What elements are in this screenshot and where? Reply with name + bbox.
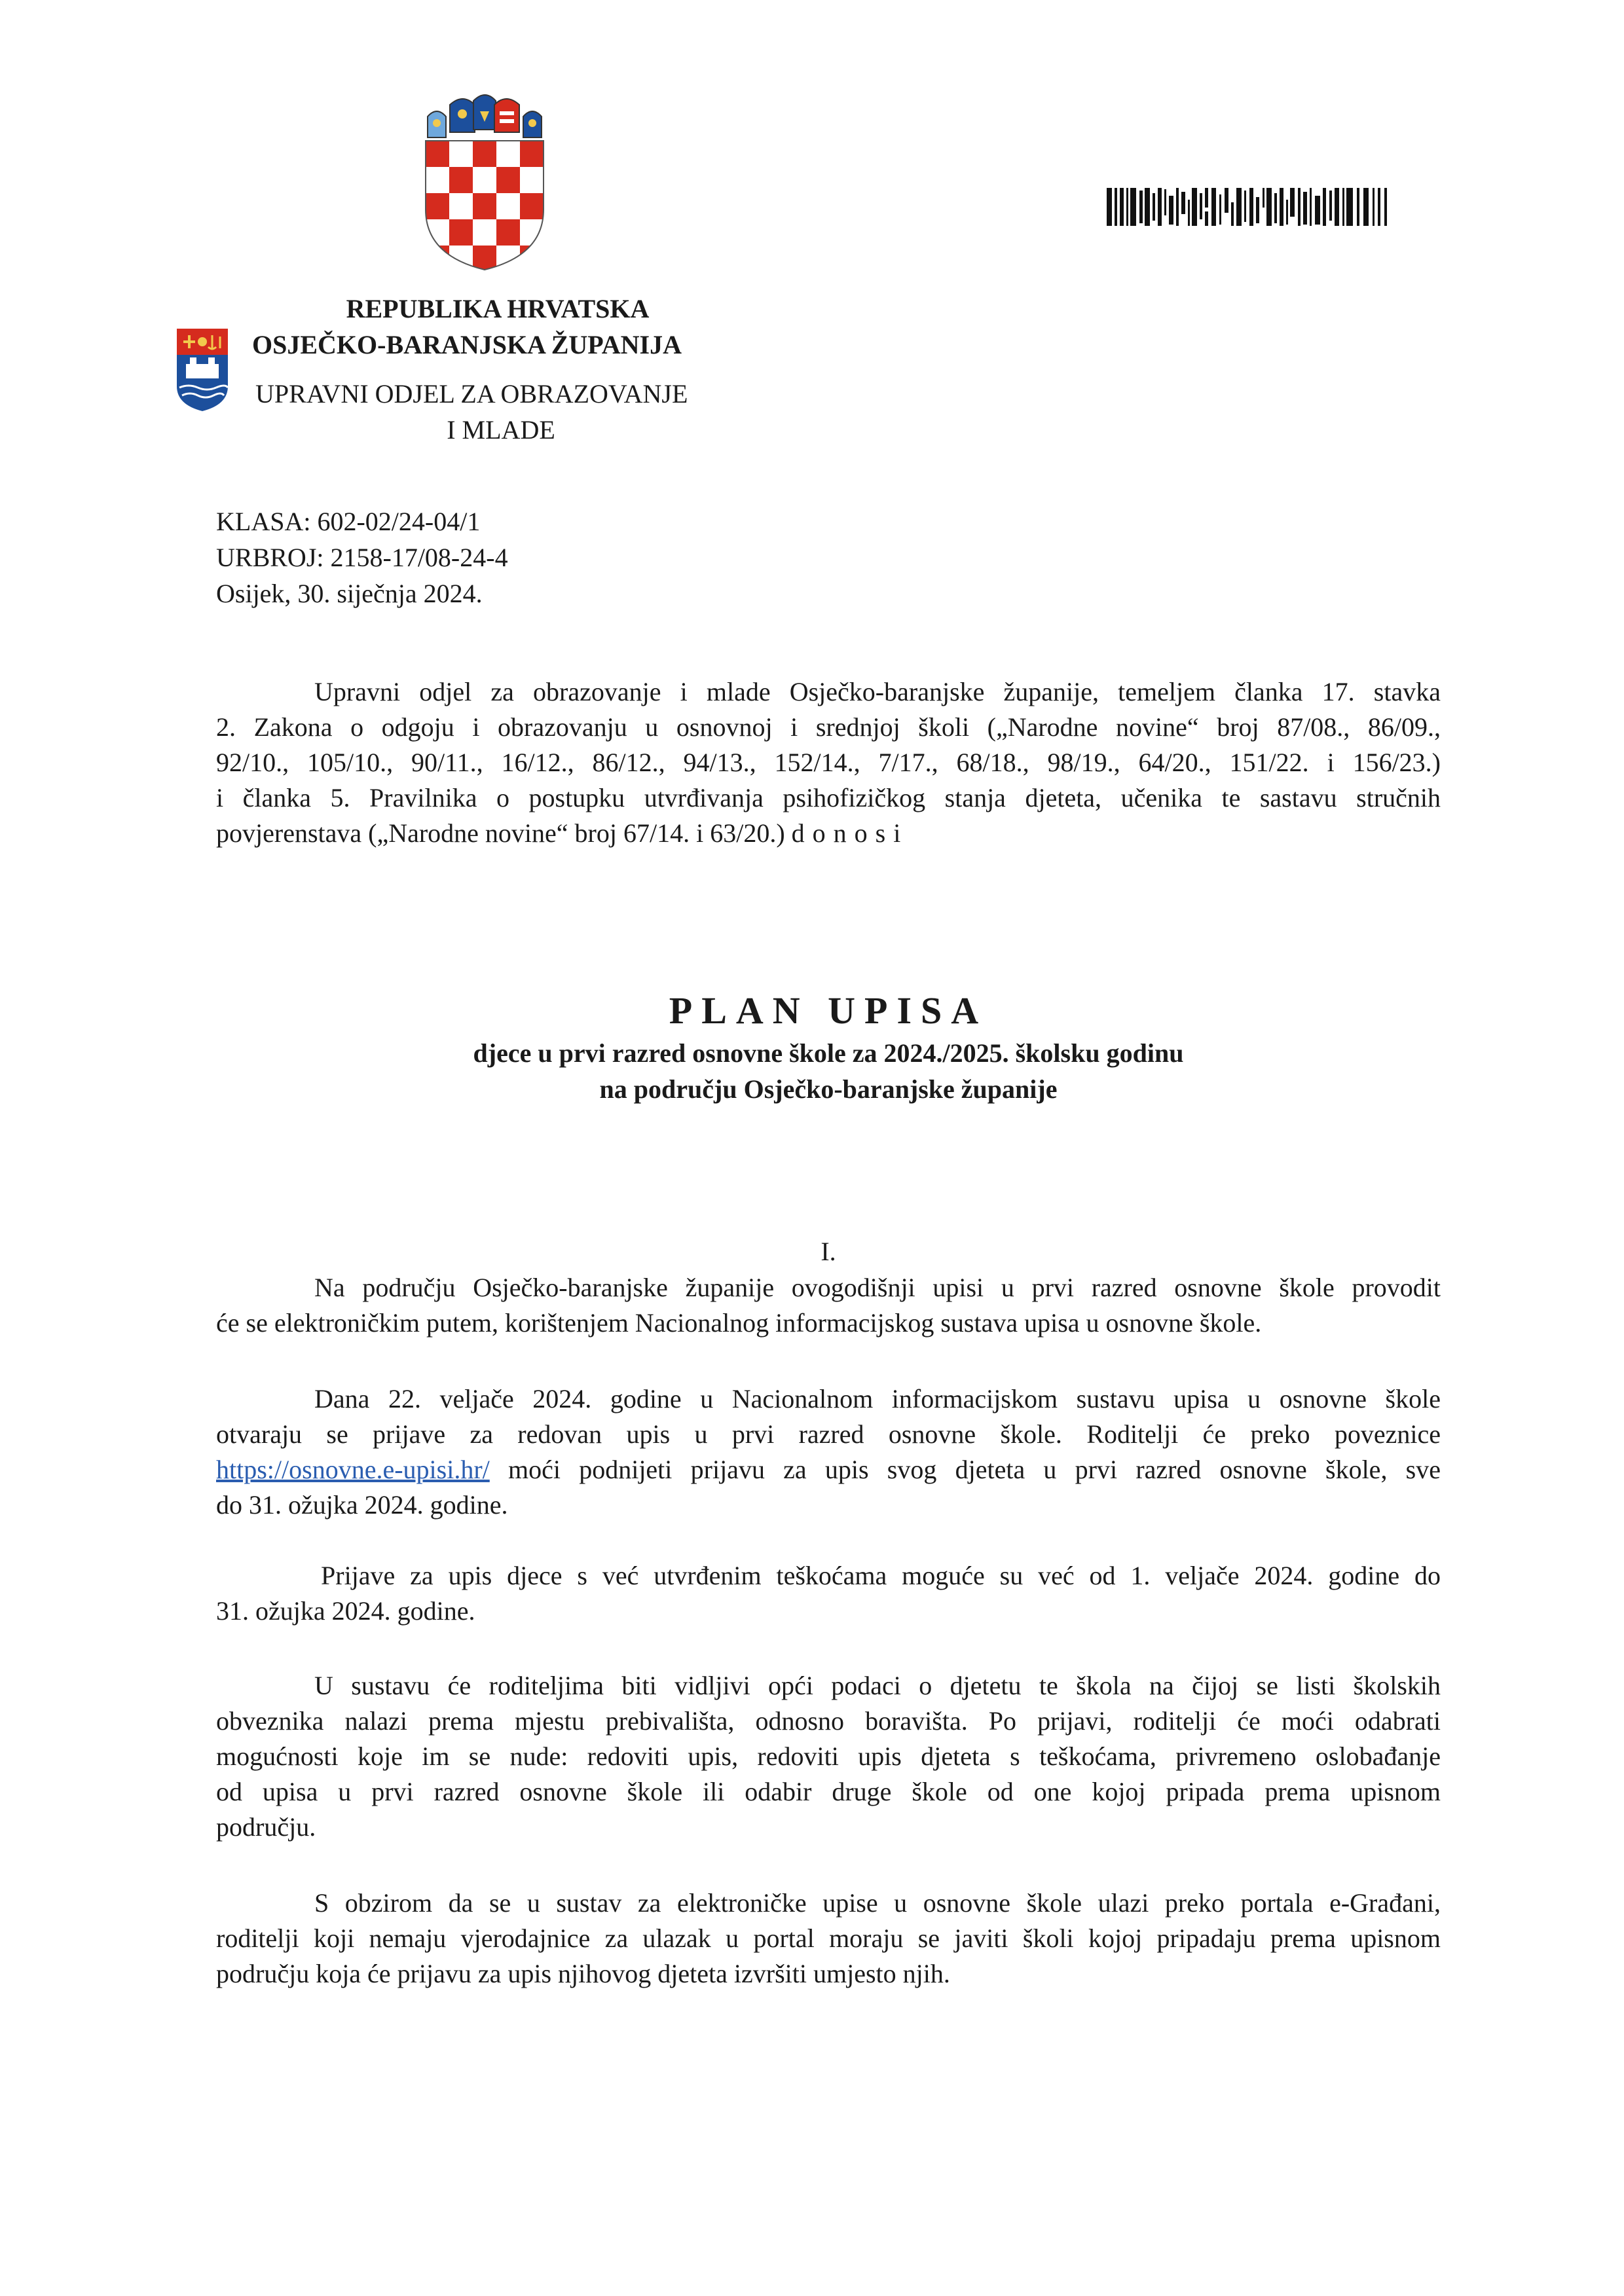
section1-paragraph-5 [216,1886,1441,1992]
county-coat-of-arms [175,327,229,412]
place-and-date: Osijek, 30. siječnja 2024. [216,579,483,608]
coa-checkerboard [426,141,544,272]
urbroj-number: URBROJ: 2158-17/08-24-4 [216,543,508,572]
klasa-number: KLASA: 602-02/24-04/1 [216,507,481,536]
p4-line-3: mogućnosti koje im se nude: redoviti upis, redoviti upis djeteta s teškoćama, privremeno oslobađanje [216,1741,1441,1771]
document-subtitle-line2: na području Osječko-baranjske županije [599,1074,1058,1104]
section1-paragraph-1 [216,1270,1441,1341]
document-subtitle-line1: djece u prvi razred osnovne škole za 2024./2025. školsku godinu [473,1038,1184,1068]
p4-line-5: području. [216,1812,316,1842]
intro-line-5 [216,816,1441,851]
p2-line-3 [216,1452,1441,1487]
p3-line-2: 31. ožujka 2024. godine. [216,1596,475,1626]
intro-paragraph [216,674,1441,851]
p2-line-2: otvaraju se prijave za redovan upis u prvi razred osnovne škole. Roditelji će preko poveznice [216,1419,1441,1449]
croatia-coat-of-arms [422,92,547,272]
p4-line-4: od upisa u prvi razred osnovne škole ili odabir druge škole od one kojoj pripada prema upisnom [216,1777,1441,1806]
header-department-line1: UPRAVNI ODJEL ZA OBRAZOVANJE [255,379,688,409]
header-republic: REPUBLIKA HRVATSKA [346,294,650,323]
p5-line-3: području koja će prijavu za upis njihovog djeteta izvršiti umjesto njih. [216,1959,950,1988]
section1-paragraph-4 [216,1668,1441,1845]
p4-line-1: U sustavu će roditeljima biti vidljivi opći podaci o djetetu te škola na čijoj se listi školskih [314,1671,1441,1700]
header-county: OSJEČKO-BARANJSKA ŽUPANIJA [252,330,682,359]
section-number: I. [821,1237,836,1266]
p5-line-2: roditelji koji nemaju vjerodajnice za ulazak u portal moraju se javiti školi kojoj pripadaju prema upisnom [216,1923,1441,1953]
p2-line-3-rest: moći podnijeti prijavu za upis svog djeteta u prvi razred osnovne škole, sve [489,1455,1441,1484]
p5-line-1: S obzirom da se u sustav za elektroničke upise u osnovne škole ulazi preko portala e-Građani, [314,1888,1441,1918]
intro-line-5-text: povjerenstava („Narodne novine“ broj 67/14. i 63/20.) [216,818,785,848]
intro-line-4: i članka 5. Pravilnika o postupku utvrđivanja psihofizičkog stanja djeteta, učenika te sastavu stručnih [216,783,1441,812]
p1-line-1: Na području Osječko-baranjske županije ovogodišnji upisi u prvi razred osnovne škole provodit [314,1273,1441,1302]
p4-line-2: obveznika nalazi prema mjestu prebivališta, odnosno boravišta. Po prijavi, roditelji će moći odabrati [216,1706,1441,1736]
e-upisi-link[interactable]: https://osnovne.e-upisi.hr/ [216,1455,490,1484]
intro-line-1: Upravni odjel za obrazovanje i mlade Osječko-baranjske županije, temeljem članka 17. stavka [314,677,1441,706]
coa-crown [428,95,542,137]
section1-paragraph-3 [216,1558,1441,1629]
header-department-line2: I MLADE [447,415,555,445]
intro-line-2: 2. Zakona o odgoju i obrazovanju u osnovnoj i srednjoj školi („Narodne novine“ broj 87/08., 86/09., [216,712,1441,742]
section1-paragraph-2 [216,1381,1441,1523]
document-barcode [1107,187,1388,227]
p2-line-4: do 31. ožujka 2024. godine. [216,1490,508,1520]
p1-line-2: će se elektroničkim putem, korištenjem Nacionalnog informacijskog sustava upisa u osnovne škole. [216,1308,1262,1338]
intro-line-3: 92/10., 105/10., 90/11., 16/12., 86/12., 94/13., 152/14., 7/17., 68/18., 98/19., 64/20., 151/22. i 156/23.) [216,748,1441,777]
intro-donosi: donosi [791,818,909,848]
p3-line-1: Prijave za upis djece s već utvrđenim teškoćama moguće su već od 1. veljače 2024. godine do [321,1561,1441,1590]
p2-line-1: Dana 22. veljače 2024. godine u Nacionalnom informacijskom sustavu upisa u osnovne škole [314,1384,1441,1413]
document-title: PLAN UPISA [669,989,988,1032]
